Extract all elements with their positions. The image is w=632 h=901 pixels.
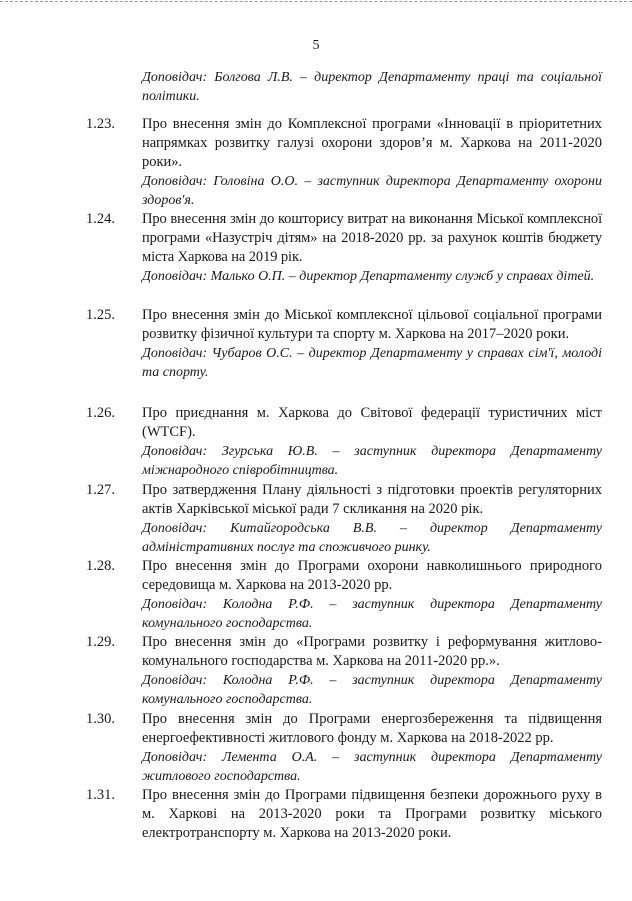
item-title: Про внесення змін до «Програми розвитку і реформування житлово-комунального господарства м. Харкова на 2011-2020 рр.».: [142, 634, 602, 669]
item-title: Про внесення змін до Комплексної програми «Інновації в пріоритетних напрямках розвитку галузі охорони здоров’я м. Харкова на 2011-2020 роки».: [142, 116, 602, 170]
item-number: 1.23.: [86, 116, 115, 132]
item-body: [142, 115, 602, 210]
page-number: 5: [312, 38, 320, 53]
item-speaker: Доповідач: Малько О.П. – директор Департаменту служб у справах дітей.: [142, 269, 595, 284]
item-body: [142, 710, 602, 786]
page-top-border: [0, 1, 632, 2]
item-title: Про внесення змін до Програми охорони навколишнього природного середовища м. Харкова на 2013-2020 рр.: [142, 558, 602, 593]
item-speaker: Доповідач: Лемента О.А. – заступник директора Департаменту житлового господарства.: [142, 750, 602, 784]
item-speaker: Доповідач: Колодна Р.Ф. – заступник директора Департаменту комунального господарства.: [142, 597, 602, 631]
item-number: 1.27.: [86, 482, 115, 498]
item-title: Про внесення змін до Програми енергозбереження та підвищення енергоефективності житлового фонду м. Харкова на 2018-2022 рр.: [142, 711, 602, 746]
item-speaker: Доповідач: Чубаров О.С. – директор Департаменту у справах сім'ї, молоді та спорту.: [142, 346, 602, 380]
item-number: 1.29.: [86, 634, 115, 650]
item-speaker: Доповідач: Китайгородська В.В. – директор Департаменту адміністративних послуг та споживчого ринку.: [142, 521, 602, 555]
item-body: [142, 306, 602, 382]
item-speaker: Доповідач: Колодна Р.Ф. – заступник директора Департаменту комунального господарства.: [142, 673, 602, 707]
item-body: [142, 210, 602, 286]
item-number: 1.28.: [86, 558, 115, 574]
item-number: 1.24.: [86, 211, 115, 227]
item-number: 1.30.: [86, 711, 115, 727]
item-title: Про затвердження Плану діяльності з підготовки проектів регуляторних актів Харківської міської ради 7 скликання на 2020 рік.: [142, 482, 602, 517]
item-body: [142, 481, 602, 557]
intro-speaker: Доповідач: Болгова Л.В. – директор Департаменту праці та соціальної політики.: [142, 70, 602, 104]
item-title: Про внесення змін до Міської комплексної цільової соціальної програми розвитку фізичної культури та спорту м. Харкова на 2017–2020 роки.: [142, 307, 602, 342]
item-speaker: Доповідач: Головіна О.О. – заступник директора Департаменту охорони здоров'я.: [142, 174, 602, 208]
item-body: [142, 404, 602, 480]
item-number: 1.26.: [86, 405, 115, 421]
item-number: 1.25.: [86, 307, 115, 323]
item-body: [142, 786, 602, 843]
item-body: [142, 633, 602, 709]
item-title: Про внесення змін до кошторису витрат на виконання Міської комплексної програми «Назустріч дітям» на 2018-2020 рр. за рахунок коштів бюджету міста Харкова на 2019 рік.: [142, 211, 602, 265]
item-number: 1.31.: [86, 787, 115, 803]
item-title: Про внесення змін до Програми підвищення безпеки дорожнього руху в м. Харкові на 2013-2020 роки та Програми розвитку міського електротранспорту м. Харкова на 2013-2020 роки.: [142, 787, 602, 841]
item-body: [142, 557, 602, 633]
item-title: Про приєднання м. Харкова до Світової федерації туристичних міст (WTCF).: [142, 405, 602, 440]
item-speaker: Доповідач: Згурська Ю.В. – заступник директора Департаменту міжнародного співробітництва.: [142, 444, 602, 478]
